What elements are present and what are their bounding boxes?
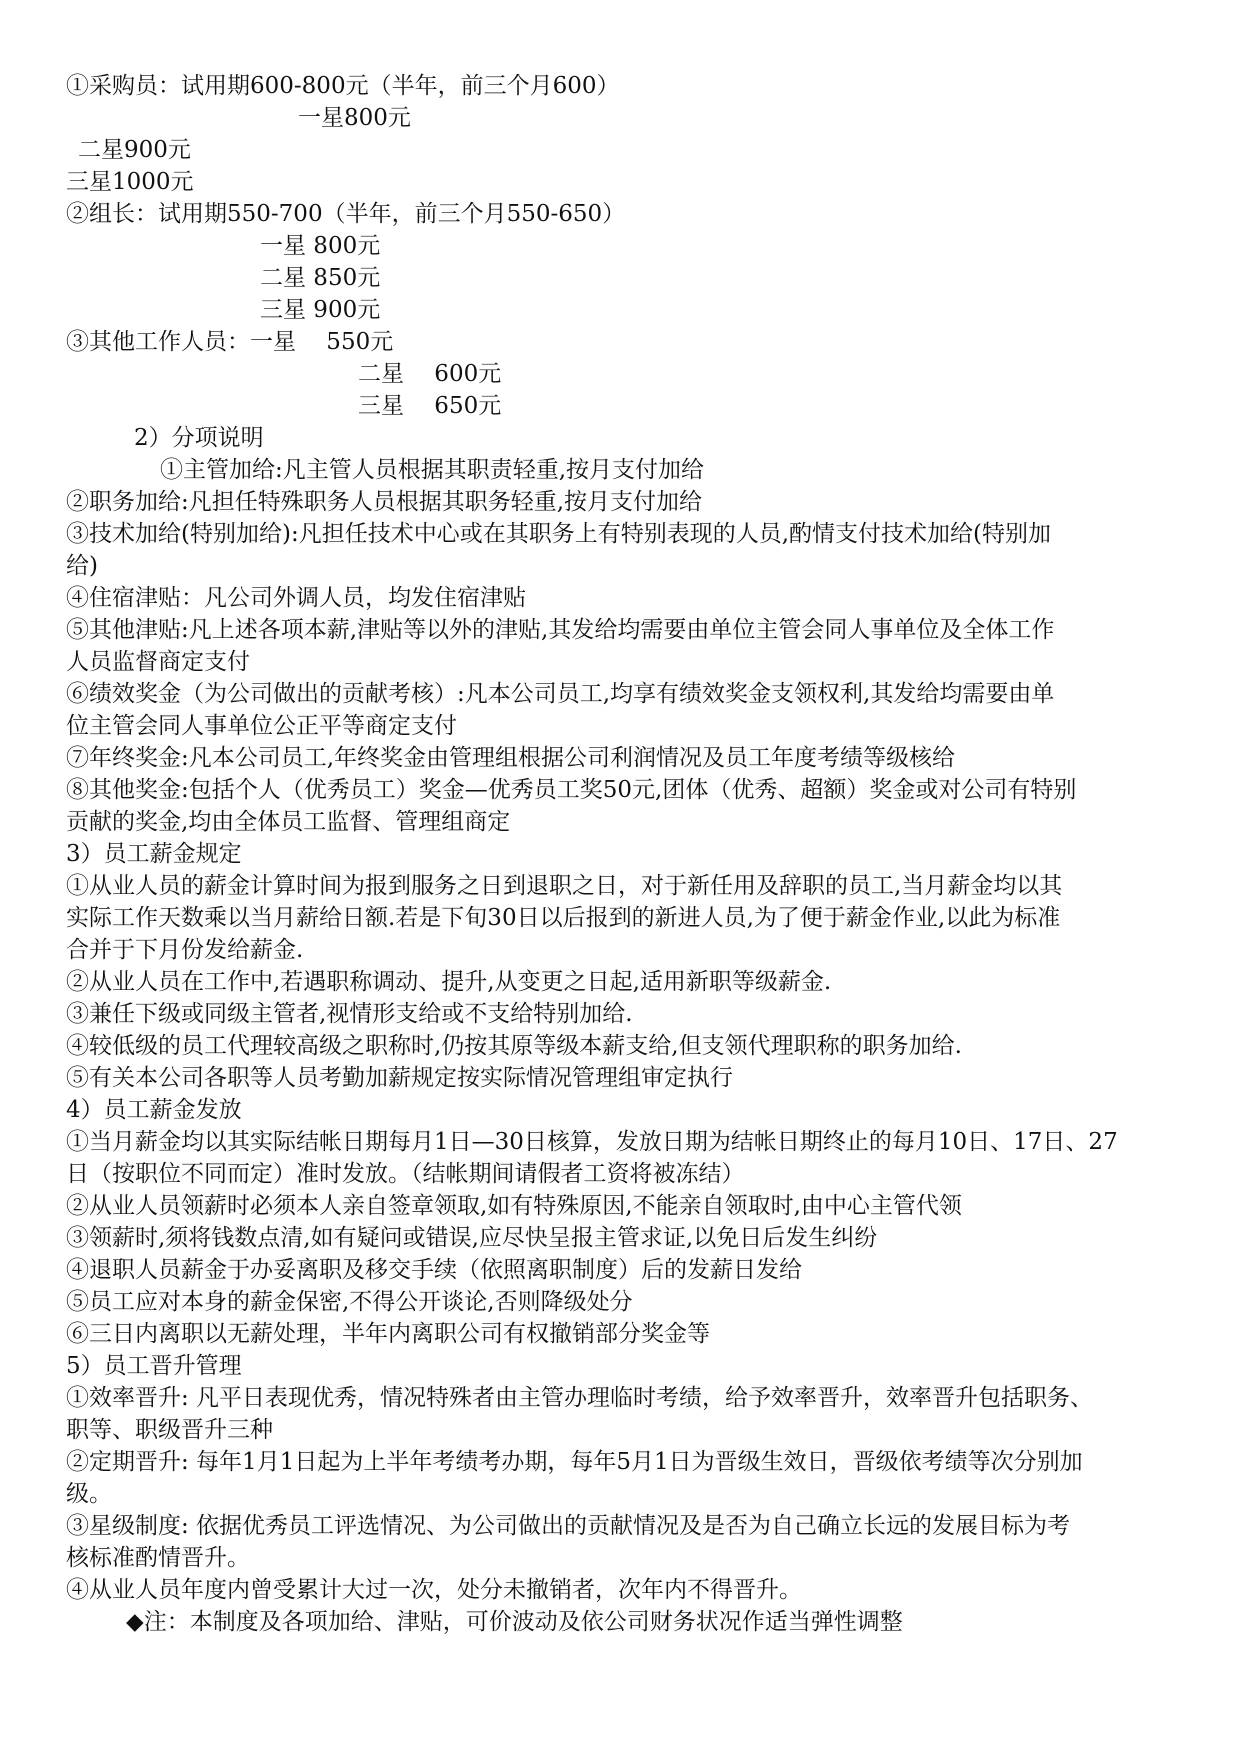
text-line: ③领薪时,须将钱数点清,如有疑问或错误,应尽快呈报主管求证,以免日后发生纠纷 bbox=[66, 1225, 878, 1251]
text-line: 三星 650元 bbox=[358, 393, 502, 419]
section-heading: 3）员工薪金规定 bbox=[66, 841, 242, 867]
text-line: 二星 600元 bbox=[358, 361, 502, 387]
section-heading: 4）员工薪金发放 bbox=[66, 1097, 242, 1123]
text-line: ②定期晋升: 每年1月1日起为上半年考绩考办期，每年5月1日为晋级生效日，晋级依考绩等次分别加 bbox=[66, 1449, 1083, 1475]
text-line: 人员监督商定支付 bbox=[66, 649, 250, 675]
text-line: 职等、职级晋升三种 bbox=[66, 1417, 273, 1443]
text-line: 位主管会同人事单位公正平等商定支付 bbox=[66, 713, 457, 739]
text-line: 一星800元 bbox=[298, 105, 411, 131]
section-heading: 2）分项说明 bbox=[134, 425, 264, 451]
text-line: ①采购员：试用期600-800元（半年，前三个月600） bbox=[66, 73, 620, 99]
text-line: ④较低级的员工代理较高级之职称时,仍按其原等级本薪支给,但支领代理职称的职务加给. bbox=[66, 1033, 962, 1059]
text-line: ①当月薪金均以其实际结帐日期每月1日—30日核算，发放日期为结帐日期终止的每月10日、17日、27 bbox=[66, 1129, 1118, 1155]
section-heading: 5）员工晋升管理 bbox=[66, 1353, 242, 1379]
text-line: ⑥三日内离职以无薪处理，半年内离职公司有权撤销部分奖金等 bbox=[66, 1321, 710, 1347]
text-line: ①效率晋升: 凡平日表现优秀，情况特殊者由主管办理临时考绩，给予效率晋升，效率晋升包括职务、 bbox=[66, 1385, 1094, 1411]
text-line: ①主管加给:凡主管人员根据其职责轻重,按月支付加给 bbox=[160, 457, 705, 483]
text-line: ②从业人员领薪时必须本人亲自签章领取,如有特殊原因,不能亲自领取时,由中心主管代领 bbox=[66, 1193, 962, 1219]
text-line: ⑥绩效奖金（为公司做出的贡献考核）:凡本公司员工,均享有绩效奖金支领权利,其发给均需要由单 bbox=[66, 681, 1055, 707]
text-line: ③兼任下级或同级主管者,视情形支给或不支给特别加给. bbox=[66, 1001, 633, 1027]
text-line: ④从业人员年度内曾受累计大过一次，处分未撤销者，次年内不得晋升。 bbox=[66, 1577, 802, 1603]
text-line: ④住宿津贴：凡公司外调人员，均发住宿津贴 bbox=[66, 585, 526, 611]
text-line: ⑤有关本公司各职等人员考勤加薪规定按实际情况管理组审定执行 bbox=[66, 1065, 733, 1091]
text-line: ⑤员工应对本身的薪金保密,不得公开谈论,否则降级处分 bbox=[66, 1289, 633, 1315]
text-line: ②组长：试用期550-700（半年，前三个月550-650） bbox=[66, 201, 626, 227]
text-line: 实际工作天数乘以当月薪给日额.若是下旬30日以后报到的新进人员,为了便于薪金作业,以此为标准 bbox=[66, 905, 1061, 931]
text-line: ①从业人员的薪金计算时间为报到服务之日到退职之日，对于新任用及辞职的员工,当月薪金均以其 bbox=[66, 873, 1063, 899]
text-line: ③星级制度: 依据优秀员工评选情况、为公司做出的贡献情况及是否为自己确立长远的发展目标为考 bbox=[66, 1513, 1071, 1539]
text-line: 给) bbox=[66, 553, 98, 579]
text-line: ②从业人员在工作中,若遇职称调动、提升,从变更之日起,适用新职等级薪金. bbox=[66, 969, 832, 995]
text-line: 级。 bbox=[66, 1481, 112, 1507]
text-line: 三星 900元 bbox=[260, 297, 381, 323]
text-line: 二星 850元 bbox=[260, 265, 381, 291]
text-line: 一星 800元 bbox=[260, 233, 381, 259]
text-line: ②职务加给:凡担任特殊职务人员根据其职务轻重,按月支付加给 bbox=[66, 489, 703, 515]
text-line: ⑦年终奖金:凡本公司员工,年终奖金由管理组根据公司利润情况及员工年度考绩等级核给 bbox=[66, 745, 956, 771]
text-line: 三星1000元 bbox=[66, 169, 194, 195]
text-line: ⑤其他津贴:凡上述各项本薪,津贴等以外的津贴,其发给均需要由单位主管会同人事单位及全体工作 bbox=[66, 617, 1055, 643]
text-line: 二星900元 bbox=[78, 137, 191, 163]
text-line: ④退职人员薪金于办妥离职及移交手续（依照离职制度）后的发薪日发给 bbox=[66, 1257, 802, 1283]
text-line: ③其他工作人员：一星 550元 bbox=[66, 329, 394, 355]
note-line: ◆注：本制度及各项加给、津贴，可价波动及依公司财务状况作适当弹性调整 bbox=[126, 1609, 903, 1635]
text-line: 日（按职位不同而定）准时发放。（结帐期间请假者工资将被冻结） bbox=[66, 1161, 745, 1187]
text-line: ⑧其他奖金:包括个人（优秀员工）奖金—优秀员工奖50元,团体（优秀、超额）奖金或对公司有特别 bbox=[66, 777, 1077, 803]
text-line: 贡献的奖金,均由全体员工监督、管理组商定 bbox=[66, 809, 511, 835]
text-line: 核标准酌情晋升。 bbox=[66, 1545, 250, 1571]
text-line: ③技术加给(特别加给):凡担任技术中心或在其职务上有特别表现的人员,酌情支付技术加给(特别加 bbox=[66, 521, 1051, 547]
text-line: 合并于下月份发给薪金. bbox=[66, 937, 304, 963]
